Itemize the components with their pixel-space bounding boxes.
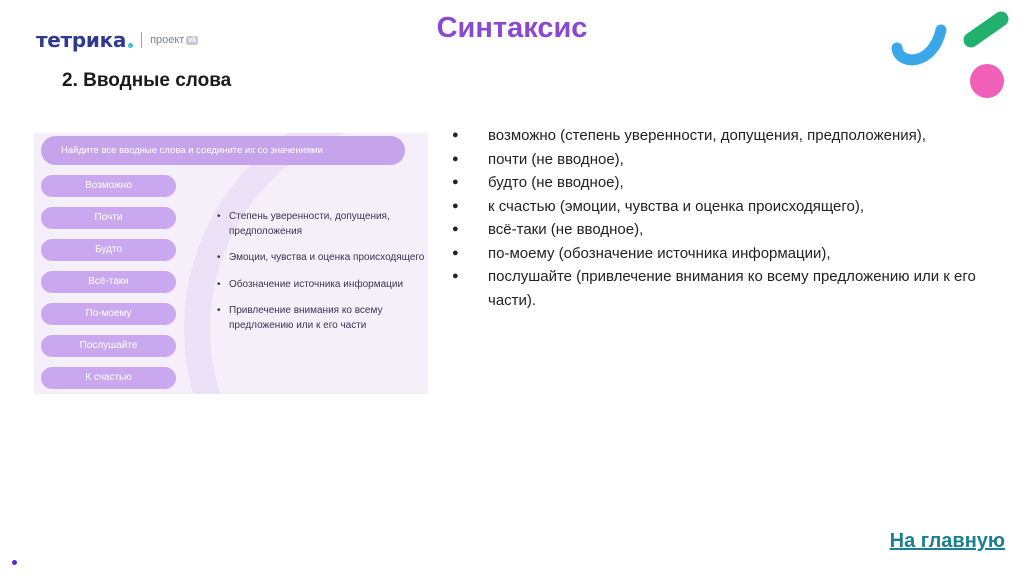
green-pill-shape bbox=[971, 19, 1001, 40]
answer-item: ● по-моему (обозначение источника информации), bbox=[452, 242, 1007, 266]
exercise-instruction: Найдите все вводные слова и соедините их со значениями bbox=[41, 136, 405, 165]
pink-circle-shape bbox=[970, 64, 1004, 98]
word-pill: К счастью bbox=[41, 367, 176, 389]
word-pill: Всё-таки bbox=[41, 271, 176, 293]
meanings-list bbox=[216, 210, 426, 345]
answer-item: ● почти (не вводное), bbox=[452, 148, 1007, 172]
meaning-item: • Привлечение внимания ко всему предложению или к его части bbox=[216, 304, 426, 333]
meaning-item: • Эмоции, чувства и оценка происходящего bbox=[216, 251, 426, 266]
word-pill: Послушайте bbox=[41, 335, 176, 357]
page-title: Синтаксис bbox=[436, 12, 588, 44]
answer-item: ● к счастью (эмоции, чувства и оценка происходящего), bbox=[452, 195, 1007, 219]
logo-wordmark: тетрика bbox=[36, 28, 127, 52]
answer-item: ● возможно (степень уверенности, допущения, предположения), bbox=[452, 124, 1007, 148]
exercise-card bbox=[34, 133, 428, 394]
word-pill: Будто bbox=[41, 239, 176, 261]
section-heading: 2. Вводные слова bbox=[62, 70, 232, 91]
vk-icon: vk bbox=[188, 36, 197, 44]
answer-item: ● будто (не вводное), bbox=[452, 171, 1007, 195]
decorative-shapes-icon bbox=[885, 8, 1020, 103]
meaning-item: • Степень уверенности, допущения, предположения bbox=[216, 210, 426, 239]
answer-item: ● всё-таки (не вводное), bbox=[452, 218, 1007, 242]
word-pill: Почти bbox=[41, 207, 176, 229]
home-link[interactable]: На главную bbox=[889, 530, 1005, 552]
corner-dot bbox=[12, 560, 17, 565]
word-pill: По-моему bbox=[41, 303, 176, 325]
logo-subtitle: проект bbox=[150, 34, 185, 46]
blue-arc-shape bbox=[897, 30, 941, 60]
meaning-item: • Обозначение источника информации bbox=[216, 278, 426, 293]
answers-list bbox=[452, 124, 1007, 312]
answer-item: ● послушайте (привлечение внимания ко всему предложению или к его части). bbox=[452, 265, 1007, 312]
word-pill: Возможно bbox=[41, 175, 176, 197]
